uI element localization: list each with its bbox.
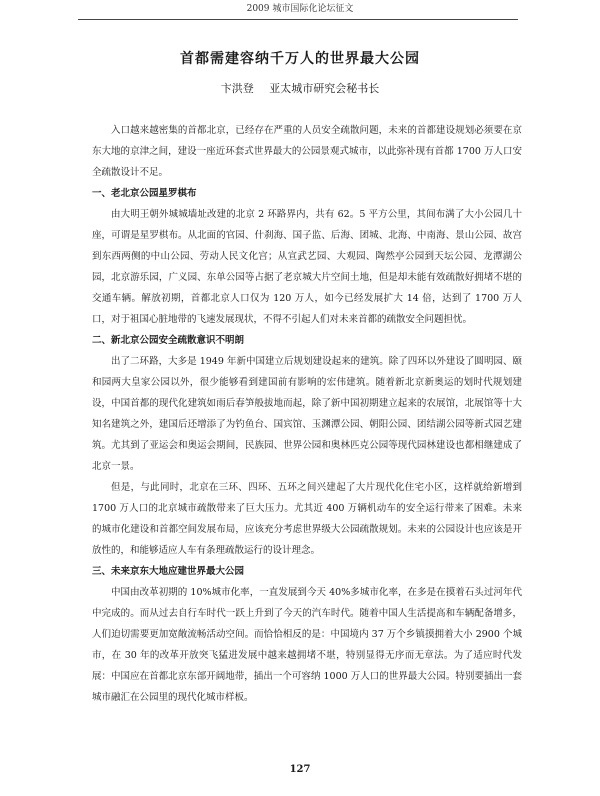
article-body <box>92 120 522 708</box>
intro-paragraph: 入口越来越密集的首都北京，已经存在严重的人员安全疏散问题，未来的首都建设规划必须要在京东大地的京津之间，建设一座近环套式世界最大的公园景观式城市，以此弥补现有首都 1700 万人口安全疏散设计不足。 <box>92 125 522 178</box>
section-heading: 三、未来京东大地应建世界最大公园 <box>92 566 245 577</box>
author-name: 卞洪登 <box>220 82 254 95</box>
running-header: 2009 城市国际化论坛征文 <box>246 4 354 14</box>
body-paragraph: 中国由改革初期的 10%城市化率，一直发展到今天 40%多城市化率，在多是在摸着石头过河年代中完成的。而从过去自行车时代一跃上升到了今天的汽车时代。随着中国人生活提高和车辆配备增多，人们迫切需要更加宽敞流畅活动空间。而恰恰相反的是：中国境内 37 万个乡镇摸拥着大小 2900 个城市，在 30 年的改革开放突飞猛进发展中越来越拥堵不堪，特别显得无序而无章法。为了适应时代发展：中国应在首都北京东部开阔地带，插出一个可容纳 1000 万人口的世界最大公园。特别要插出一套城市融汇在公园里的现代化城市样板。 <box>92 587 522 703</box>
body-paragraph: 但是，与此同时，北京在三环、四环、五环之间兴建起了大片现代化住宅小区，这样就给新增到 1700 万人口的北京城市疏散带来了巨大压力。尤其近 400 万辆机动车的安全运行带来了困难。未来的城市化建设和首都空间发展布局，应该充分考虑世界级大公园疏散规划。未来的公园设计也应该是开放性的，和能够适应人车有条理疏散运行的设计理念。 <box>92 482 522 556</box>
author-affiliation: 亚太城市研究会秘书长 <box>269 82 380 95</box>
body-paragraph: 由大明王朝外城城墙址改建的北京 2 环路界内，共有 62。5 平方公里，其间布满了大小公园几十座，可谓是星罗棋布。从北面的官园、什刹海、国子监、后海、团城、北海、中南海、景山公园、故宫到东西两侧的中山公园、劳动人民文化宫；从宣武艺园、大观园、陶然亭公园到天坛公园、龙潭湖公园，北京游乐园，广义园、东单公园等占据了老京城大片空间土地，但是却未能有效疏散好拥堵不堪的交通车辆。解放初期，首都北京人口仅为 120 万人，如今已经发展扩大 14 倍，达到了 1700 万人口，对于祖国心脏地带的飞速发展现状，不得不引起人们对未来首都的疏散安全问题担忧。 <box>92 209 522 325</box>
page-number: 127 <box>289 764 311 775</box>
section-heading: 一、老北京公园星罗棋布 <box>92 188 197 199</box>
body-paragraph: 出了二环路，大多是 1949 年新中国建立后规划建设起来的建筑。除了四环以外建设了圆明园、颐和园两大皇家公园以外，很少能够看到建国前有影响的宏伟建筑。随着新北京新奥运的划时代规划建设，中国首都的现代化建筑如雨后春笋般拔地而起，除了新中国初期建立起来的农展馆，北展馆等十大知名建筑之外，建国后还增添了为钓鱼台、国宾馆、玉渊潭公园、朝阳公园、团结湖公园等新式园艺建筑。尤其到了亚运会和奥运会期间，民族园、世界公园和奥林匹克公园等现代园林建设也都相继建成了北京一景。 <box>92 356 522 472</box>
section-heading: 二、新北京公园安全疏散意识不明朗 <box>92 335 245 346</box>
author-line <box>0 80 600 96</box>
article-title: 首都需建容纳千万人的世界最大公园 <box>180 51 420 67</box>
header-rule <box>78 19 518 20</box>
